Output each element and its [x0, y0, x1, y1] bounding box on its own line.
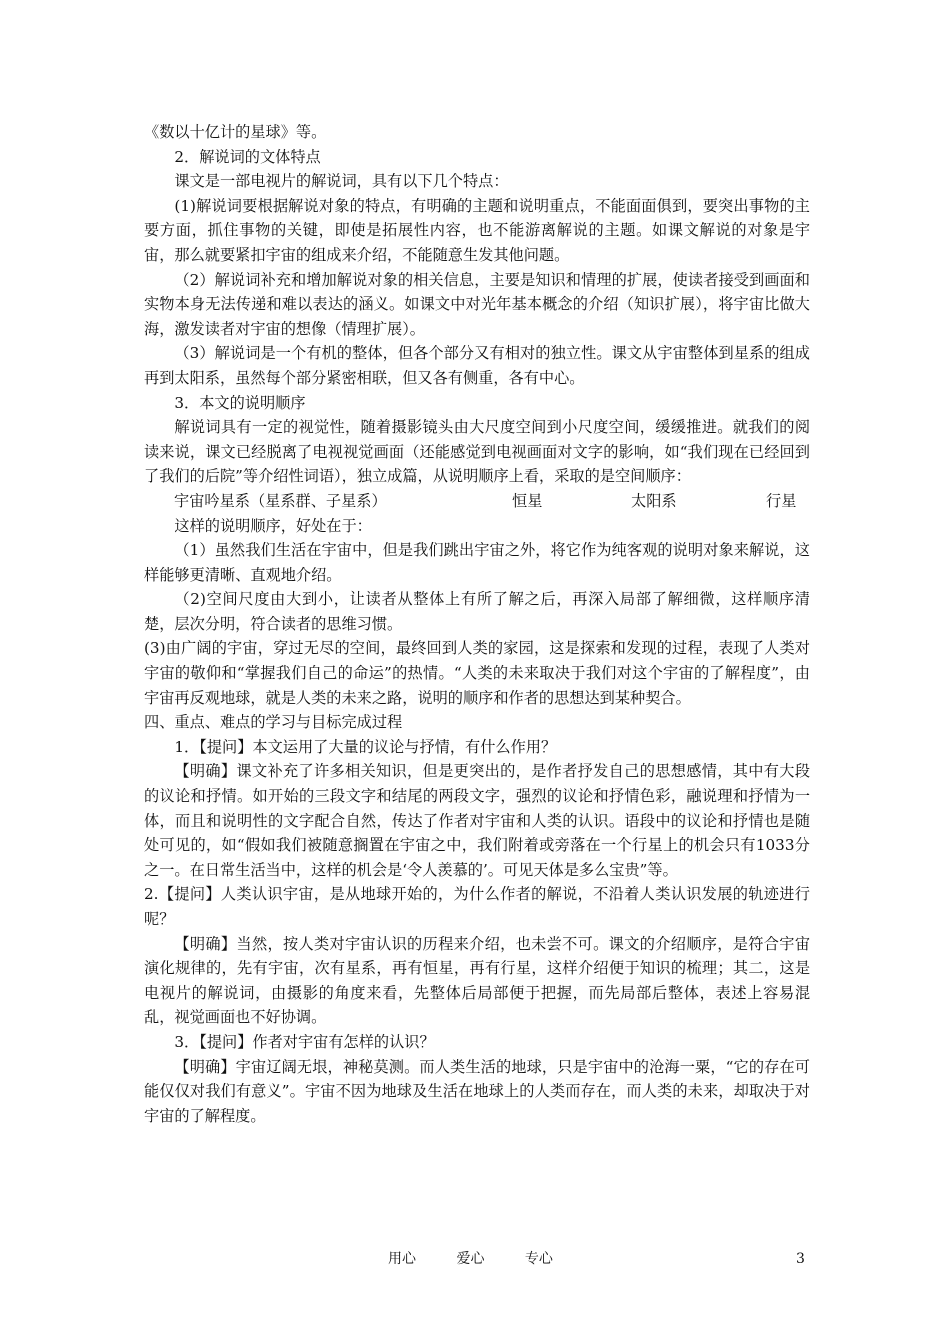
paragraph: (1)解说词要根据解说对象的特点，有明确的主题和说明重点，不能面面俱到，要突出事物的主要方面，抓住事物的关键，即使是拓展性内容，也不能游离解说的主题。如课文解说的对象是宇宙，那么就要紧扣宇宙的组成来介绍，不能随意生发其他问题。 — [144, 196, 810, 264]
paragraph: （1）虽然我们生活在宇宙中，但是我们跳出宇宙之外，将它作为纯客观的说明对象来解说，这样能够更清晰、直观地介绍。 — [144, 541, 810, 584]
section-heading: 四、重点、难点的学习与目标完成过程 — [144, 713, 403, 732]
question: 2.【提问】人类认识宇宙，是从地球开始的，为什么作者的解说，不沿着人类认识发展的轨迹进行呢？ — [144, 885, 810, 928]
section-heading: 3．本文的说明顺序 — [174, 393, 306, 412]
page-number: 3 — [796, 1251, 805, 1267]
section-heading: 2．解说词的文体特点 — [174, 147, 321, 166]
paragraph: （2）解说词补充和增加解说对象的相关信息，主要是知识和情理的扩展，使读者接受到画面和实物本身无法传递和难以表达的涵义。如课文中对光年基本概念的介绍（知识扩展），将宇宙比做大海，激发读者对宇宙的想像（情理扩展）。 — [144, 270, 810, 338]
paragraph: 解说词具有一定的视觉性，随着摄影镜头由大尺度空间到小尺度空间，缓缓推进。就我们的阅读来说，课文已经脱离了电视视觉画面（还能感觉到电视画面对文字的影响，如“我们现在已经回到了我们的后院”等介绍性词语），独立成篇，从说明顺序上看，采取的是空间顺序： — [144, 418, 810, 486]
footer-word: 用心 — [388, 1251, 416, 1267]
paragraph: (3)由广阔的宇宙，穿过无尽的空间，最终回到人类的家园，这是探索和发现的过程，表现了人类对宇宙的敬仰和“掌握我们自己的命运”的热情。“人类的未来取决于我们对这个宇宙的了解程度”，由宇宙再反观地球，就是人类的未来之路，说明的顺序和作者的思想达到某种契合。 — [144, 639, 810, 707]
sequence-line — [144, 489, 810, 514]
footer-motto — [388, 1248, 589, 1270]
footer-word: 爱心 — [456, 1251, 485, 1267]
paragraph: （3）解说词是一个有机的整体，但各个部分又有相对的独立性。课文从宇宙整体到星系的组成再到太阳系，虽然每个部分紧密相联，但又各有侧重，各有中心。 — [144, 344, 810, 387]
answer: 【明确】宇宙辽阔无垠，神秘莫测。而人类生活的地球，只是宇宙中的沧海一粟，“它的存在可能仅仅对我们有意义”。宇宙不因为地球及生活在地球上的人类而存在，而人类的未来，却取决于对宇宙的了解程度。 — [144, 1057, 810, 1125]
paragraph: （2)空间尺度由大到小，让读者从整体上有所了解之后，再深入局部了解细微，这样顺序清楚，层次分明，符合读者的思维习惯。 — [144, 590, 810, 633]
answer: 【明确】当然，按人类对宇宙认识的历程来介绍，也未尝不可。课文的介绍顺序，是符合宇宙演化规律的，先有宇宙，次有星系，再有恒星，再有行星，这样介绍便于知识的梳理；其二，这是电视片的解说词，由摄影的角度来看，先整体后局部便于把握，而先局部后整体，表述上容易混乱，视觉画面也不好协调。 — [144, 934, 810, 1027]
paragraph: 《数以十亿计的星球》等。 — [144, 123, 327, 141]
sequence-item: 宇宙吟星系（星系群、子星系） — [174, 491, 387, 510]
paragraph: 课文是一部电视片的解说词，具有以下几个特点： — [174, 172, 509, 191]
sequence-item: 恒星 — [512, 491, 543, 510]
sequence-item: 太阳系 — [631, 491, 677, 510]
answer: 【明确】课文补充了许多相关知识，但是更突出的，是作者抒发自己的思想感情，其中有大段的议论和抒情。如开始的三段文字和结尾的两段文字，强烈的议论和抒情色彩，融说理和抒情为一体，而且和说明性的文字配合自然，传达了作者对宇宙和人类的认识。语段中的议论和抒情也是随处可见的，如“假如我们被随意搁置在宇宙之中，我们附着或旁落在一个行星上的机会只有1033分之一。在日常生活当中，这样的机会是‘令人羡慕的’。可见天体是多么宝贵”等。 — [144, 762, 810, 879]
question: 1．【提问】本文运用了大量的议论与抒情，有什么作用？ — [174, 737, 557, 756]
sequence-item: 行星 — [766, 491, 797, 510]
page-footer — [0, 1248, 950, 1270]
document-body — [144, 120, 810, 1128]
footer-word: 专心 — [524, 1251, 553, 1267]
question: 3．【提问】作者对宇宙有怎样的认识？ — [174, 1032, 435, 1051]
paragraph: 这样的说明顺序，好处在于： — [174, 516, 372, 535]
